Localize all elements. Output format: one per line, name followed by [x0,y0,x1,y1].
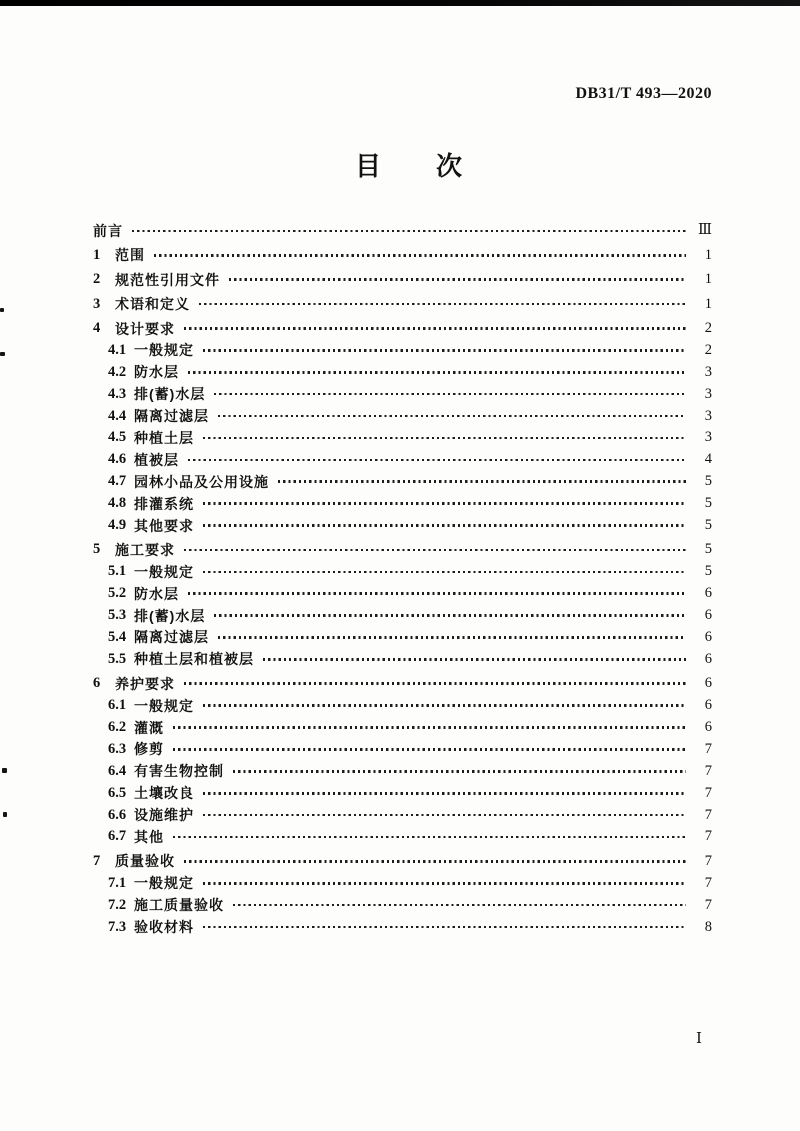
toc-entry-page: 6 [704,719,712,736]
scan-artifact [3,812,7,817]
standard-code-header: DB31/T 493—2020 [575,85,712,102]
toc-entry-page: 7 [704,740,712,757]
toc-entry [93,760,712,782]
toc-entry-label: 防水层 [134,364,179,381]
toc-entry-page: 7 [704,806,712,823]
toc-entry-label: 一般规定 [134,697,194,714]
toc-entry-page: 6 [704,650,712,667]
toc-entry-number: 4.6 [108,451,127,468]
toc-entry-page: 7 [704,852,712,869]
dot-leader [218,636,686,639]
dot-leader [229,278,686,281]
toc-entry-page: 6 [704,585,712,602]
toc-entry-number: 6.3 [108,740,127,757]
toc-entry [93,583,712,605]
toc-entry-page: 3 [704,385,712,402]
toc-entry-page: 3 [704,363,712,380]
toc-entry-label: 一般规定 [134,563,194,580]
toc-entry-label: 施工质量验收 [134,897,224,914]
toc-entry-page: 3 [704,407,712,424]
dot-leader [203,814,686,817]
dot-leader [233,904,686,907]
toc-entry-number: 4.8 [108,495,127,512]
toc-list [93,220,712,938]
toc-entry-page: 5 [704,473,712,490]
toc-entry-label: 术语和定义 [115,296,190,313]
toc-entry-label: 范围 [115,247,145,264]
toc-entry-number: 6.6 [108,806,127,823]
toc-entry-label: 一般规定 [134,875,194,892]
dot-leader [188,592,686,595]
toc-entry [93,826,712,848]
toc-entry-page: 6 [704,697,712,714]
dot-leader [173,748,686,751]
dot-leader [188,459,686,462]
toc-entry-number: 4.3 [108,385,127,402]
toc-entry [93,605,712,627]
toc-entry-number: 7.2 [108,896,127,913]
toc-entry-page: 1 [704,295,712,312]
toc-entry-number: 5.3 [108,607,127,624]
toc-entry-page: 7 [704,896,712,913]
dot-leader [173,836,686,839]
dot-leader [218,415,686,418]
toc-entry-label: 施工要求 [115,541,175,558]
toc-entry-number: 4.4 [108,407,127,424]
dot-leader [132,230,686,233]
toc-entry-label: 养护要求 [115,675,175,692]
toc-entry [93,872,712,894]
toc-entry-page: 4 [704,451,712,468]
toc-entry [93,850,712,872]
toc-entry [93,383,712,405]
toc-entry [93,220,712,242]
toc-entry-label: 一般规定 [134,342,194,359]
toc-entry-label: 排(蓄)水层 [134,386,206,403]
toc-entry-page: 7 [704,874,712,891]
toc-entry [93,916,712,938]
toc-entry [93,717,712,739]
toc-entry-number: 6.7 [108,828,127,845]
toc-entry-number: 6 [93,675,101,692]
dot-leader [184,860,686,863]
toc-entry [93,782,712,804]
toc-entry [93,648,712,670]
toc-entry-number: 6.2 [108,719,127,736]
toc-entry-number: 7.3 [108,918,127,935]
toc-entry-label: 验收材料 [134,919,194,936]
toc-entry-number: 5 [93,541,101,558]
toc-entry [93,738,712,760]
dot-leader [203,437,686,440]
dot-leader [203,349,686,352]
toc-entry [93,673,712,695]
toc-entry [93,471,712,493]
toc-entry-number: 1 [93,246,101,263]
dot-leader [173,726,686,729]
toc-entry [93,493,712,515]
toc-entry [93,318,712,340]
toc-entry [93,804,712,826]
toc-entry-page: 5 [704,563,712,580]
toc-entry [93,244,712,266]
toc-entry-label: 隔离过滤层 [134,629,209,646]
toc-entry-number: 7 [93,852,101,869]
toc-entry-number: 6.4 [108,762,127,779]
toc-entry-page: 1 [704,271,712,288]
dot-leader [199,303,686,306]
toc-entry-page: 2 [704,341,712,358]
toc-entry-page: 5 [704,495,712,512]
dot-leader [203,882,686,885]
dot-leader [263,658,686,661]
toc-entry-label: 前言 [93,222,123,239]
toc-entry-label: 植被层 [134,451,179,468]
toc-entry-label: 隔离过滤层 [134,408,209,425]
dot-leader [203,926,686,929]
dot-leader [203,524,686,527]
toc-entry-label: 设施维护 [134,807,194,824]
toc-entry-number: 2 [93,271,101,288]
toc-entry-page: 7 [704,762,712,779]
toc-entry-page: 6 [704,607,712,624]
toc-entry-number: 6.5 [108,784,127,801]
dot-leader [233,770,686,773]
dot-leader [203,571,686,574]
toc-entry-page: 8 [704,918,712,935]
toc-entry [93,539,712,561]
toc-entry-label: 排(蓄)水层 [134,607,206,624]
toc-entry-label: 质量验收 [115,853,175,870]
dot-leader [203,792,686,795]
toc-entry [93,627,712,649]
toc-entry-label: 种植土层和植被层 [134,651,254,668]
toc-entry-number: 6.1 [108,697,127,714]
toc-entry-label: 园林小品及公用设施 [134,473,269,490]
toc-entry-page: 7 [704,784,712,801]
toc-entry-number: 5.2 [108,585,127,602]
dot-leader [188,371,686,374]
toc-entry-number: 7.1 [108,874,127,891]
toc-entry-number: 3 [93,295,101,312]
toc-entry-page: Ⅲ [698,222,712,239]
toc-entry-label: 防水层 [134,585,179,602]
toc-entry-number: 4.1 [108,341,127,358]
toc-entry-page: 7 [704,828,712,845]
toc-entry-number: 5.5 [108,650,127,667]
dot-leader [278,480,686,483]
toc-entry-number: 4.7 [108,473,127,490]
toc-entry [93,339,712,361]
toc-entry [93,695,712,717]
toc-entry-label: 设计要求 [115,320,175,337]
toc-entry-label: 规范性引用文件 [115,271,220,288]
scan-edge-bar [0,0,800,6]
toc-entry-number: 4.2 [108,363,127,380]
toc-entry-label: 其他要求 [134,517,194,534]
footer-page-number: Ⅰ [696,1031,702,1047]
dot-leader [214,614,686,617]
toc-entry-number: 5.1 [108,563,127,580]
toc-entry-number: 4 [93,320,101,336]
toc-entry-page: 3 [704,429,712,446]
toc-entry [93,293,712,315]
scan-artifact [2,768,7,773]
dot-leader [184,682,686,685]
toc-entry [93,427,712,449]
toc-entry-label: 种植土层 [134,429,194,446]
toc-entry-number: 4.5 [108,429,127,446]
toc-entry [93,269,712,291]
toc-entry-page: 5 [704,517,712,534]
dot-leader [184,549,686,552]
toc-entry [93,361,712,383]
dot-leader [203,704,686,707]
toc-entry-label: 土壤改良 [134,785,194,802]
page-title: 目 次 [354,151,463,181]
dot-leader [154,254,686,257]
toc-entry [93,449,712,471]
dot-leader [203,502,686,505]
toc-entry-page: 6 [704,675,712,692]
toc-entry [93,894,712,916]
toc-entry-page: 2 [704,320,712,336]
toc-entry-number: 5.4 [108,628,127,645]
toc-entry-page: 1 [704,246,712,263]
toc-entry [93,561,712,583]
toc-entry-page: 5 [704,541,712,558]
toc-entry [93,515,712,537]
toc-entry-label: 其他 [134,828,164,845]
dot-leader [214,393,686,396]
toc-entry-page: 6 [704,628,712,645]
toc-entry-label: 排灌系统 [134,495,194,512]
toc-entry-label: 有害生物控制 [134,763,224,780]
scan-artifact [0,352,5,356]
toc-entry-number: 4.9 [108,517,127,534]
toc-entry [93,405,712,427]
scan-artifact [0,308,4,312]
dot-leader [184,327,686,330]
toc-entry-label: 灌溉 [134,719,164,736]
toc-entry-label: 修剪 [134,741,164,758]
